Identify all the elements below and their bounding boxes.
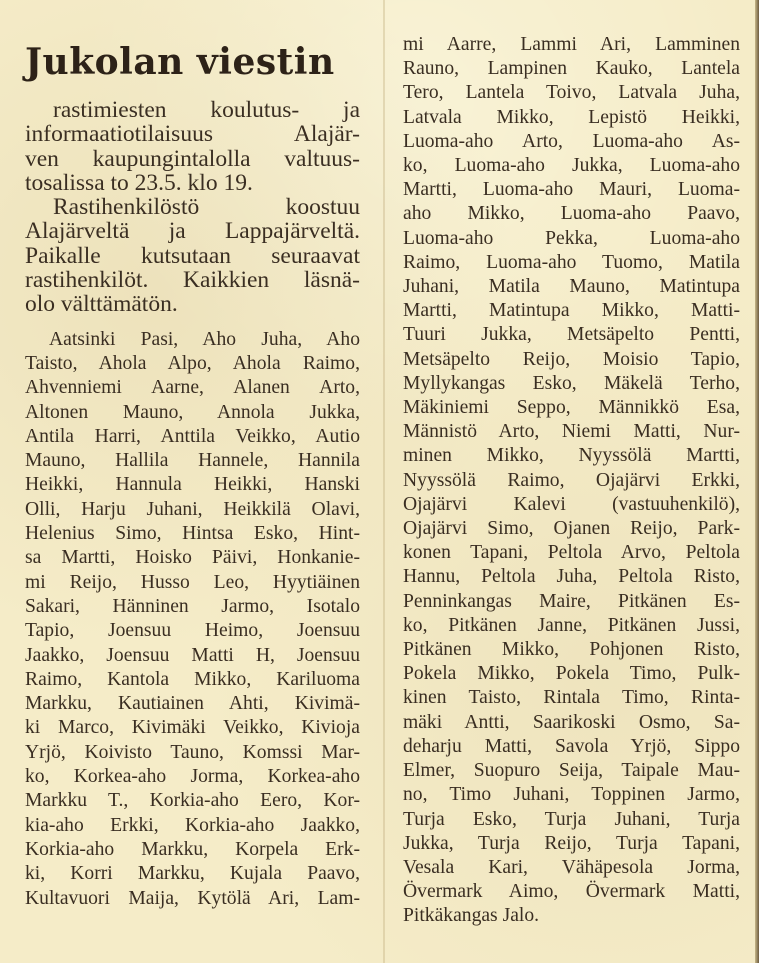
name-list-line: Elmer, Suopuro Seija, Taipale Mau- <box>403 760 740 782</box>
name-list-line: deharju Matti, Savola Yrjö, Sippo <box>403 735 740 757</box>
name-list-line: Tero, Lantela Toivo, Latvala Juha, <box>403 82 740 104</box>
name-list-line: Kultavuori Maija, Kytölä Ari, Lam- <box>25 887 360 909</box>
text-line: Alajärveltä ja Lappajärveltä. <box>25 218 360 245</box>
name-list-line: mi Aarre, Lammi Ari, Lamminen <box>403 34 740 55</box>
name-list-line: kia-aho Erkki, Korkia-aho Jaakko, <box>25 814 360 836</box>
name-list-line: Sakari, Hänninen Jarmo, Isotalo <box>25 595 360 617</box>
name-list-line: sa Martti, Hoisko Päivi, Honkanie- <box>25 547 360 569</box>
text-line: ven kaupungintalolla valtuus- <box>25 145 360 172</box>
name-list-line: Pitkänen Mikko, Pohjonen Risto, <box>403 639 740 661</box>
left-column <box>25 0 360 911</box>
name-list-line: Vesala Kari, Vähäpesola Jorma, <box>403 856 740 878</box>
name-list-line: Martti, Luoma-aho Mauri, Luoma- <box>403 179 740 201</box>
name-list-line: Tuuri Jukka, Metsäpelto Pentti, <box>403 324 740 346</box>
name-list-line: Heikki, Hannula Heikki, Hanski <box>25 474 360 496</box>
name-list-line: Penninkangas Maire, Pitkänen Es- <box>403 590 740 612</box>
name-list-line: Markku, Kautiainen Ahti, Kivimä- <box>25 693 360 715</box>
name-list-line: Ojajärvi Simo, Ojanen Reijo, Park- <box>403 518 740 540</box>
text-line: rastihenkilöt. Kaikkien läsnä- <box>25 267 360 294</box>
name-list-line: Jukka, Turja Reijo, Turja Tapani, <box>403 832 740 854</box>
name-list-line: Luoma-aho Pekka, Luoma-aho <box>403 227 740 249</box>
name-list-line: Turja Esko, Turja Juhani, Turja <box>403 808 740 830</box>
name-list-line: ki, Korri Markku, Kujala Paavo, <box>25 863 360 885</box>
name-list-line: mäki Antti, Saarikoski Osmo, Sa- <box>403 711 740 733</box>
name-list-line: Ahvenniemi Aarne, Alanen Arto, <box>25 377 360 399</box>
name-list-line: Olli, Harju Juhani, Heikkilä Olavi, <box>25 498 360 520</box>
name-list-line: Taisto, Ahola Alpo, Ahola Raimo, <box>25 352 360 374</box>
name-list-line: Tapio, Joensuu Heimo, Joensuu <box>25 620 360 642</box>
name-list-line: Övermark Aimo, Övermark Matti, <box>403 881 740 903</box>
name-list-line: ko, Luoma-aho Jukka, Luoma-aho <box>403 155 740 177</box>
name-list-line: Aatsinki Pasi, Aho Juha, Aho <box>49 328 360 350</box>
name-list-line: Luoma-aho Arto, Luoma-aho As- <box>403 130 740 152</box>
name-list-line: ki Marco, Kivimäki Veikko, Kivioja <box>25 717 360 739</box>
name-list-line: aho Mikko, Luoma-aho Paavo, <box>403 203 740 225</box>
name-list-line: Yrjö, Koivisto Tauno, Komssi Mar- <box>25 741 360 763</box>
text-line: informaatiotilaisuus Alajär- <box>25 121 360 148</box>
name-list-line: Raimo, Luoma-aho Tuomo, Matila <box>403 251 740 273</box>
name-list-line: Martti, Matintupa Mikko, Matti- <box>403 300 740 322</box>
names-list-right <box>403 33 740 929</box>
name-list-line: Pokela Mikko, Pokela Timo, Pulk- <box>403 663 740 685</box>
text-line: tosalissa to 23.5. klo 19. <box>25 169 253 196</box>
name-list-line: Ojajärvi Kalevi (vastuuhenkilö), <box>403 493 740 515</box>
name-list-line: Pitkäkangas Jalo. <box>403 905 540 927</box>
name-list-line: Mäkiniemi Seppo, Männikkö Esa, <box>403 397 740 419</box>
name-list-line: Metsäpelto Reijo, Moisio Tapio, <box>403 348 740 370</box>
name-list-line: Raimo, Kantola Mikko, Kariluoma <box>25 668 360 690</box>
name-list-line: Juhani, Matila Mauno, Matintupa <box>403 276 740 298</box>
text-line: Rastihenkilöstö koostuu <box>53 194 360 221</box>
name-list-line: Mauno, Hallila Hannele, Hannila <box>25 450 360 472</box>
name-list-line: no, Timo Juhani, Toppinen Jarmo, <box>403 784 740 806</box>
text-line: rastimiesten koulutus- ja <box>53 97 360 123</box>
name-list-line: Korkia-aho Markku, Korpela Erk- <box>25 838 360 860</box>
text-line: olo välttämätön. <box>25 291 178 318</box>
name-list-line: Hannu, Peltola Juha, Peltola Risto, <box>403 566 740 588</box>
name-list-line: Latvala Mikko, Lepistö Heikki, <box>403 106 740 128</box>
name-list-line: Myllykangas Esko, Mäkelä Terho, <box>403 372 740 394</box>
name-list-line: Markku T., Korkia-aho Eero, Kor- <box>25 790 360 812</box>
intro-paragraph-2 <box>25 195 360 316</box>
name-list-line: Jaakko, Joensuu Matti H, Joensuu <box>25 644 360 666</box>
name-list-line: kinen Taisto, Rintala Timo, Rinta- <box>403 687 740 709</box>
intro-paragraph-1 <box>25 98 360 195</box>
name-list-line: ko, Korkea-aho Jorma, Korkea-aho <box>25 766 360 788</box>
name-list-line: Antila Harri, Anttila Veikko, Autio <box>25 425 360 447</box>
clipping-edge <box>755 0 759 963</box>
names-list-left <box>25 328 360 911</box>
intro <box>25 98 360 317</box>
text-line: Paikalle kutsutaan seuraavat <box>25 242 360 269</box>
name-list-line: konen Tapani, Peltola Arvo, Peltola <box>403 542 740 564</box>
name-list-line: Altonen Mauno, Annola Jukka, <box>25 401 360 423</box>
name-list-line: mi Reijo, Husso Leo, Hyytiäinen <box>25 571 360 593</box>
headline: Jukolan viestin <box>25 41 335 83</box>
name-list-line: minen Mikko, Nyyssölä Martti, <box>403 445 740 467</box>
right-column <box>403 33 740 929</box>
name-list-line: Nyyssölä Raimo, Ojajärvi Erkki, <box>403 469 740 491</box>
name-list-line: Männistö Arto, Niemi Matti, Nur- <box>403 421 740 443</box>
name-list-line: Rauno, Lampinen Kauko, Lantela <box>403 58 740 80</box>
name-list-line: Helenius Simo, Hintsa Esko, Hint- <box>25 523 360 545</box>
column-fold-crease <box>383 0 385 963</box>
name-list-line: ko, Pitkänen Janne, Pitkänen Jussi, <box>403 614 740 636</box>
